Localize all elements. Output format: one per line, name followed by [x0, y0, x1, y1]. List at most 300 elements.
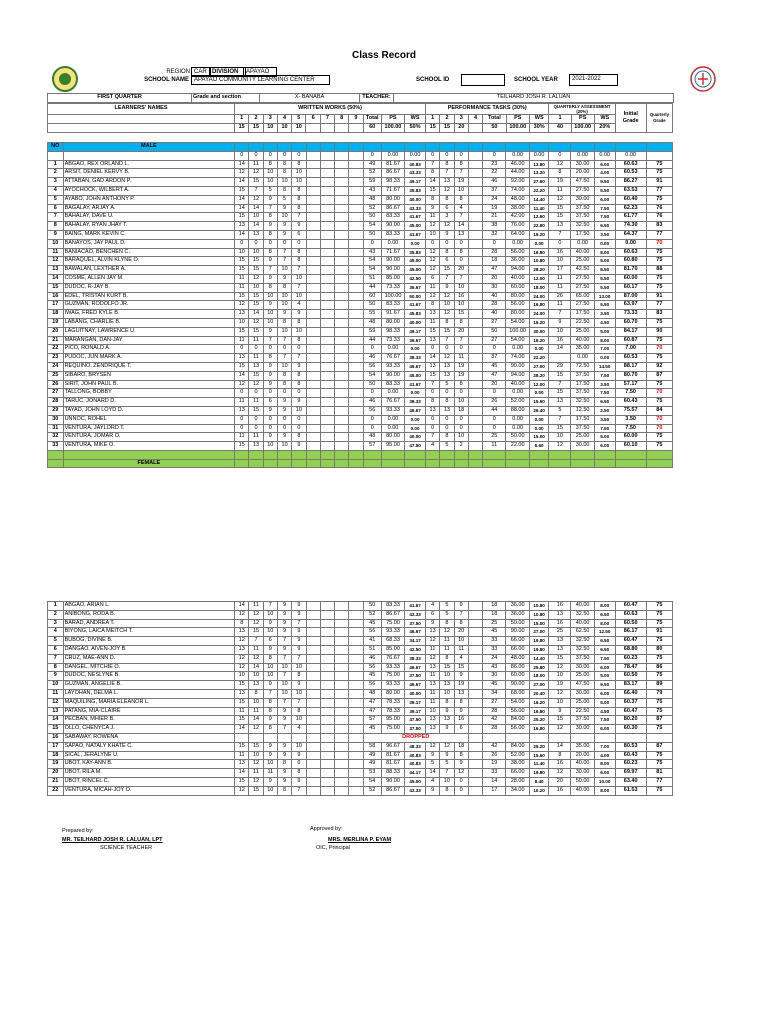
- score-cell: [320, 654, 334, 663]
- score-cell: 60: [363, 292, 381, 301]
- score-cell: 15: [425, 186, 439, 195]
- score-cell: 29: [549, 362, 571, 371]
- score-cell: 12: [440, 310, 454, 319]
- table-row: [48, 169, 673, 178]
- row-number: 9: [48, 672, 64, 681]
- blank-cell: [571, 143, 594, 152]
- score-cell: [468, 725, 482, 734]
- score-cell: [320, 213, 334, 222]
- blank-cell: [335, 733, 349, 742]
- score-cell: 49: [363, 751, 381, 760]
- score-cell: 27: [483, 698, 506, 707]
- blank-cell: [483, 143, 506, 152]
- ww-cols-header: 5: [292, 115, 306, 124]
- score-cell: 22.00: [506, 442, 529, 451]
- zero-row-cell: 0: [483, 151, 506, 160]
- table-row: [48, 645, 673, 654]
- score-cell: 0.00: [506, 389, 529, 398]
- score-cell: [468, 274, 482, 283]
- score-cell: 37.50: [571, 389, 594, 398]
- score-cell: 5: [263, 186, 277, 195]
- score-cell: 75: [646, 354, 672, 363]
- row-number: 2: [48, 610, 64, 619]
- table-row: [48, 318, 673, 327]
- score-cell: [335, 310, 349, 319]
- prepared-by-label: Prepared by:: [62, 828, 94, 834]
- score-cell: 8: [277, 380, 291, 389]
- score-cell: 10: [277, 663, 291, 672]
- score-cell: 76.67: [381, 654, 404, 663]
- ww-hps-cell: [320, 123, 334, 132]
- score-cell: 40: [483, 310, 506, 319]
- score-cell: 12: [249, 380, 263, 389]
- score-cell: 6.50: [594, 222, 615, 231]
- score-cell: 35.83: [405, 248, 426, 257]
- score-cell: 12: [235, 663, 249, 672]
- qa-cols-header: 1: [549, 115, 571, 124]
- score-cell: 10: [277, 442, 291, 451]
- score-cell: 16.80: [529, 725, 548, 734]
- score-cell: 75.00: [381, 725, 404, 734]
- score-cell: 36.00: [506, 610, 529, 619]
- score-cell: 0.00: [405, 345, 426, 354]
- score-cell: 27.00: [529, 362, 548, 371]
- score-cell: [306, 160, 320, 169]
- score-cell: 75: [646, 751, 672, 760]
- learner-name: BAING, MARK KEVIN C.: [63, 230, 235, 239]
- blank-cell: [249, 459, 263, 468]
- score-cell: 15: [235, 292, 249, 301]
- learner-name: BARAD, ANDREA T.: [63, 619, 235, 628]
- blank-cell: [549, 733, 571, 742]
- score-cell: 45.83: [405, 310, 426, 319]
- score-cell: 16: [454, 716, 468, 725]
- score-cell: 43.33: [405, 169, 426, 178]
- score-cell: 28.20: [529, 371, 548, 380]
- score-cell: 81.67: [381, 751, 404, 760]
- score-cell: 10: [454, 433, 468, 442]
- score-cell: 9: [277, 619, 291, 628]
- score-cell: 9: [292, 310, 306, 319]
- score-cell: [306, 602, 320, 611]
- score-cell: 10: [454, 301, 468, 310]
- score-cell: 0.00: [381, 424, 404, 433]
- score-cell: 93.33: [381, 628, 404, 637]
- score-cell: 9: [263, 362, 277, 371]
- score-cell: 14: [235, 178, 249, 187]
- score-cell: 47.50: [405, 716, 426, 725]
- score-cell: 13: [235, 354, 249, 363]
- score-cell: [335, 628, 349, 637]
- score-cell: [468, 698, 482, 707]
- score-cell: [468, 222, 482, 231]
- score-cell: 8: [440, 786, 454, 795]
- score-cell: 41.67: [405, 230, 426, 239]
- score-cell: 8.00: [594, 602, 615, 611]
- table-row: [48, 786, 673, 795]
- score-cell: 34.17: [405, 637, 426, 646]
- score-cell: 12.00: [529, 380, 548, 389]
- score-cell: 50: [483, 327, 506, 336]
- score-cell: 15.00: [529, 433, 548, 442]
- score-cell: [335, 169, 349, 178]
- score-cell: 8: [292, 186, 306, 195]
- score-cell: [349, 645, 363, 654]
- score-cell: 8: [425, 398, 439, 407]
- score-cell: 90.00: [381, 266, 404, 275]
- learner-name: CRUZ, MAE-ANN D.: [63, 654, 235, 663]
- score-cell: 12.50: [571, 406, 594, 415]
- score-cell: [320, 637, 334, 646]
- score-cell: 14: [249, 663, 263, 672]
- score-cell: 12: [235, 786, 249, 795]
- score-cell: [320, 266, 334, 275]
- blank-cell: [594, 143, 615, 152]
- zero-row-cell: 0: [249, 151, 263, 160]
- score-cell: 10: [277, 266, 291, 275]
- blank-cell: [335, 459, 349, 468]
- score-cell: [468, 645, 482, 654]
- score-cell: 41.67: [405, 213, 426, 222]
- score-cell: 20: [483, 274, 506, 283]
- score-cell: 11: [235, 336, 249, 345]
- score-cell: 13: [235, 406, 249, 415]
- score-cell: 30.00: [571, 769, 594, 778]
- score-cell: 0.00: [571, 239, 594, 248]
- zero-row-cell: [349, 151, 363, 160]
- score-cell: 32: [483, 230, 506, 239]
- score-cell: 15: [235, 716, 249, 725]
- blank-cell: [529, 733, 548, 742]
- score-cell: 16: [549, 760, 571, 769]
- table-row: [48, 398, 673, 407]
- score-cell: 30.00: [571, 725, 594, 734]
- score-cell: [320, 707, 334, 716]
- score-cell: 9: [292, 637, 306, 646]
- score-cell: 14: [454, 222, 468, 231]
- score-cell: 15: [235, 257, 249, 266]
- score-cell: 15: [549, 213, 571, 222]
- score-cell: 0: [277, 415, 291, 424]
- score-cell: 56.00: [506, 707, 529, 716]
- table-row: [48, 248, 673, 257]
- score-cell: 0: [263, 424, 277, 433]
- score-cell: [468, 345, 482, 354]
- score-cell: [306, 698, 320, 707]
- score-cell: 11: [249, 707, 263, 716]
- score-cell: 60.17: [615, 283, 646, 292]
- score-cell: 68.00: [506, 689, 529, 698]
- score-cell: [349, 681, 363, 690]
- blank-cell: [63, 151, 235, 160]
- score-cell: 14: [235, 725, 249, 734]
- score-cell: 5.00: [594, 698, 615, 707]
- score-cell: 12: [440, 628, 454, 637]
- ww-hps-cell: 15: [249, 123, 263, 132]
- score-cell: 49: [363, 160, 381, 169]
- row-number: 19: [48, 760, 64, 769]
- row-number: 22: [48, 345, 64, 354]
- score-cell: 12: [249, 610, 263, 619]
- score-cell: 90.00: [506, 628, 529, 637]
- score-cell: 8: [440, 318, 454, 327]
- row-number: 25: [48, 371, 64, 380]
- score-cell: 60.00: [506, 283, 529, 292]
- score-cell: 9: [454, 707, 468, 716]
- score-cell: 15: [440, 327, 454, 336]
- score-cell: 7: [292, 619, 306, 628]
- score-cell: 41.67: [405, 380, 426, 389]
- learner-name: MARANGAN, DAN-JAY: [63, 336, 235, 345]
- score-cell: 5.50: [594, 274, 615, 283]
- learner-name: ATTABAN, GAD ARDON P.: [63, 178, 235, 187]
- score-cell: 8: [425, 169, 439, 178]
- score-cell: [320, 698, 334, 707]
- score-cell: 13: [549, 645, 571, 654]
- blank-cell: [425, 459, 439, 468]
- score-cell: [306, 327, 320, 336]
- score-cell: 7.00: [615, 345, 646, 354]
- score-cell: 11: [425, 689, 439, 698]
- score-cell: 77: [646, 230, 672, 239]
- score-cell: 10: [263, 310, 277, 319]
- score-cell: 6: [440, 204, 454, 213]
- score-cell: 0: [263, 239, 277, 248]
- score-cell: 22.80: [529, 222, 548, 231]
- score-cell: 50.00: [506, 619, 529, 628]
- score-cell: 4.50: [594, 318, 615, 327]
- score-cell: 5: [277, 195, 291, 204]
- score-cell: 54: [363, 777, 381, 786]
- score-cell: 19: [549, 681, 571, 690]
- score-cell: [335, 681, 349, 690]
- score-cell: [320, 239, 334, 248]
- score-cell: 37.50: [571, 716, 594, 725]
- score-cell: 22.20: [529, 354, 548, 363]
- score-cell: 12: [440, 292, 454, 301]
- score-cell: 15: [235, 442, 249, 451]
- score-cell: 8: [292, 195, 306, 204]
- score-cell: [320, 725, 334, 734]
- score-cell: 12: [549, 195, 571, 204]
- score-cell: [320, 777, 334, 786]
- score-cell: 70: [646, 415, 672, 424]
- score-cell: 41.67: [405, 301, 426, 310]
- score-cell: 0.00: [615, 239, 646, 248]
- score-cell: 52: [363, 610, 381, 619]
- score-cell: 0: [277, 345, 291, 354]
- score-cell: 10: [249, 248, 263, 257]
- score-cell: 32.50: [571, 610, 594, 619]
- score-cell: 80.00: [381, 318, 404, 327]
- table-row: [48, 742, 673, 751]
- score-cell: 34: [483, 689, 506, 698]
- score-cell: [320, 248, 334, 257]
- score-cell: 57: [363, 716, 381, 725]
- score-cell: [349, 178, 363, 187]
- score-cell: 66.40: [615, 689, 646, 698]
- score-cell: 11: [263, 769, 277, 778]
- score-cell: [468, 769, 482, 778]
- score-cell: [306, 195, 320, 204]
- zero-row-cell: 0: [454, 151, 468, 160]
- score-cell: [468, 362, 482, 371]
- score-cell: 75: [646, 195, 672, 204]
- blank-cell: [615, 459, 646, 468]
- score-cell: [349, 689, 363, 698]
- score-cell: 15.60: [529, 398, 548, 407]
- score-cell: 0.00: [381, 415, 404, 424]
- score-cell: 10: [277, 681, 291, 690]
- score-cell: 11: [235, 751, 249, 760]
- score-cell: 10.80: [529, 257, 548, 266]
- score-cell: 7: [277, 672, 291, 681]
- score-cell: [335, 415, 349, 424]
- score-cell: [335, 716, 349, 725]
- score-cell: 75: [646, 619, 672, 628]
- score-cell: 13: [249, 362, 263, 371]
- blank-cell: [646, 450, 672, 459]
- ww-cols-header: 3: [263, 115, 277, 124]
- score-cell: 7.00: [594, 345, 615, 354]
- row-number: 14: [48, 716, 64, 725]
- score-cell: 33: [483, 645, 506, 654]
- score-cell: 47: [363, 707, 381, 716]
- score-cell: 9: [292, 777, 306, 786]
- score-cell: 93.33: [381, 681, 404, 690]
- prepared-by-name: MR. TEILHARD JOSH R. LALUAN, LPT: [62, 837, 163, 843]
- score-cell: 5: [440, 380, 454, 389]
- score-cell: 0: [235, 415, 249, 424]
- score-cell: [306, 371, 320, 380]
- blank-cell: [405, 459, 426, 468]
- score-cell: 8: [440, 398, 454, 407]
- score-cell: 45: [483, 681, 506, 690]
- score-cell: 9: [277, 602, 291, 611]
- score-cell: 4.00: [594, 751, 615, 760]
- score-cell: 20.40: [529, 689, 548, 698]
- learner-name: SICAL, JERALYNE U.: [63, 751, 235, 760]
- score-cell: [349, 602, 363, 611]
- approved-by-label: Approved by:: [310, 826, 343, 832]
- score-cell: 54: [363, 222, 381, 231]
- score-cell: 5: [549, 406, 571, 415]
- score-cell: [349, 380, 363, 389]
- learner-name: BARAQUEL, ALVIN KLYNE O.: [63, 257, 235, 266]
- score-cell: 40.83: [405, 760, 426, 769]
- score-cell: [306, 354, 320, 363]
- score-cell: 38.33: [405, 354, 426, 363]
- table-row: [48, 654, 673, 663]
- score-cell: 0: [454, 415, 468, 424]
- score-cell: [349, 619, 363, 628]
- score-cell: [335, 186, 349, 195]
- score-cell: 0: [363, 424, 381, 433]
- score-cell: 17.50: [571, 415, 594, 424]
- row-number: 29: [48, 406, 64, 415]
- score-cell: 75: [646, 637, 672, 646]
- zero-row-cell: 0.00: [506, 151, 529, 160]
- blank-cell: [263, 459, 277, 468]
- score-cell: 94.00: [506, 371, 529, 380]
- table-row: [48, 345, 673, 354]
- score-cell: 5: [440, 602, 454, 611]
- score-cell: 15: [235, 698, 249, 707]
- score-cell: 49.17: [405, 327, 426, 336]
- table-row: [48, 733, 673, 742]
- score-cell: [335, 266, 349, 275]
- table-row: [48, 389, 673, 398]
- score-cell: 8: [440, 433, 454, 442]
- table-row: [48, 327, 673, 336]
- score-cell: 70: [646, 239, 672, 248]
- score-cell: 9: [277, 230, 291, 239]
- score-cell: 56: [363, 628, 381, 637]
- learner-name: UBOT, RILA M.: [63, 769, 235, 778]
- score-cell: [335, 654, 349, 663]
- blank-cell: [320, 450, 334, 459]
- score-cell: 75: [646, 274, 672, 283]
- score-cell: 0: [277, 389, 291, 398]
- score-cell: 9.50: [594, 681, 615, 690]
- score-cell: 6: [292, 760, 306, 769]
- row-number: 20: [48, 327, 64, 336]
- score-cell: 6.50: [594, 610, 615, 619]
- score-cell: 37: [483, 186, 506, 195]
- score-cell: 36.67: [405, 336, 426, 345]
- score-cell: 51: [363, 274, 381, 283]
- score-cell: 83: [646, 310, 672, 319]
- score-cell: 79: [646, 689, 672, 698]
- score-cell: 36.00: [506, 602, 529, 611]
- table-row: [48, 637, 673, 646]
- score-cell: [320, 195, 334, 204]
- score-cell: 8: [277, 760, 291, 769]
- score-cell: 9: [292, 602, 306, 611]
- score-cell: 6.00: [594, 195, 615, 204]
- table-row: [48, 354, 673, 363]
- score-cell: 89: [646, 681, 672, 690]
- score-cell: 14: [235, 160, 249, 169]
- blank-cell: [277, 143, 291, 152]
- score-cell: 9: [263, 751, 277, 760]
- score-cell: [306, 424, 320, 433]
- score-cell: 9: [263, 645, 277, 654]
- score-cell: 3.50: [594, 310, 615, 319]
- score-cell: 11: [249, 398, 263, 407]
- score-cell: 87.00: [615, 292, 646, 301]
- learner-name: VENTURA, MIKE O.: [63, 442, 235, 451]
- score-cell: 7: [263, 602, 277, 611]
- score-cell: 54.00: [506, 698, 529, 707]
- score-cell: 17.50: [571, 230, 594, 239]
- score-cell: 27: [483, 318, 506, 327]
- score-cell: 4.50: [594, 707, 615, 716]
- score-cell: [306, 610, 320, 619]
- score-cell: 17.50: [571, 380, 594, 389]
- score-cell: 10: [425, 707, 439, 716]
- pt-hps-cell: 100.00: [506, 123, 529, 132]
- score-cell: 13: [235, 760, 249, 769]
- score-cell: [306, 619, 320, 628]
- score-cell: 13: [425, 681, 439, 690]
- score-cell: 10: [263, 318, 277, 327]
- score-cell: 9: [263, 327, 277, 336]
- score-cell: 47: [483, 371, 506, 380]
- blank-cell: [468, 733, 482, 742]
- learner-name: DUDOC, NESLYNE B.: [63, 672, 235, 681]
- score-cell: 19.80: [529, 645, 548, 654]
